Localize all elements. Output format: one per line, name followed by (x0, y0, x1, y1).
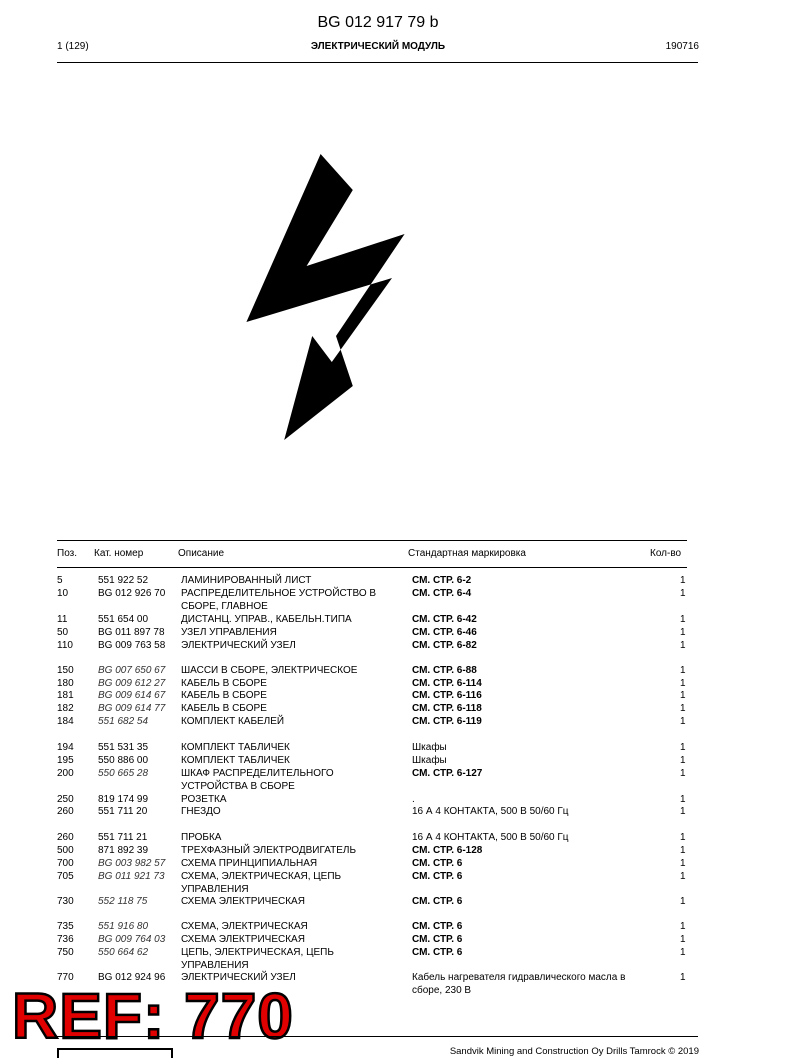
row-description: КОМПЛЕКТ ТАБЛИЧЕК (181, 742, 290, 753)
column-header-catalog: Кат. номер (94, 548, 144, 559)
row-standard-marking: 16 А 4 КОНТАКТА, 500 В 50/60 Гц (412, 832, 569, 843)
row-catalog-number: BG 009 614 67 (98, 690, 166, 701)
row-quantity: 1 (680, 678, 686, 689)
row-standard-marking: . (412, 794, 415, 805)
row-description: ШАССИ В СБОРЕ, ЭЛЕКТРИЧЕСКОЕ (181, 665, 358, 676)
page-reference: 1 (129) (57, 41, 89, 52)
row-standard-marking: Шкафы (412, 755, 447, 766)
row-position: 180 (57, 678, 74, 689)
row-position: 181 (57, 690, 74, 701)
row-catalog-number: 551 916 80 (98, 921, 149, 932)
row-quantity: 1 (680, 588, 686, 599)
row-description: ДИСТАНЦ. УПРАВ., КАБЕЛЬН.ТИПА (181, 614, 352, 625)
row-quantity: 1 (680, 845, 686, 856)
row-description: ГНЕЗДО (181, 806, 221, 817)
row-catalog-number: BG 012 924 96 (98, 972, 166, 983)
row-standard-marking: СМ. СТР. 6 (412, 921, 463, 932)
row-position: 194 (57, 742, 74, 753)
row-catalog-number: 550 664 62 (98, 947, 149, 958)
row-catalog-number: BG 012 926 70 (98, 588, 166, 599)
row-description: КАБЕЛЬ В СБОРЕ (181, 703, 267, 714)
row-position: 750 (57, 947, 74, 958)
row-standard-marking: Кабель нагревателя гидравлического масла в сборе, 230 В (412, 972, 626, 996)
row-quantity: 1 (680, 703, 686, 714)
row-description: ЦЕПЬ, ЭЛЕКТРИЧЕСКАЯ, ЦЕПЬ УПРАВЛЕНИЯ (181, 947, 334, 971)
footer-divider (57, 1036, 698, 1037)
column-header-description: Описание (178, 548, 225, 559)
row-catalog-number: 550 665 28 (98, 768, 149, 779)
row-description: СХЕМА, ЭЛЕКТРИЧЕСКАЯ, ЦЕПЬ УПРАВЛЕНИЯ (181, 871, 342, 895)
row-catalog-number: BG 003 982 57 (98, 858, 166, 869)
row-standard-marking: СМ. СТР. 6-128 (412, 845, 483, 856)
row-standard-marking: СМ. СТР. 6 (412, 934, 463, 945)
row-description: ТРЕХФАЗНЫЙ ЭЛЕКТРОДВИГАТЕЛЬ (181, 845, 357, 856)
row-catalog-number: BG 009 763 58 (98, 640, 166, 651)
row-standard-marking: 16 А 4 КОНТАКТА, 500 В 50/60 Гц (412, 806, 569, 817)
row-quantity: 1 (680, 716, 686, 727)
row-catalog-number: 551 654 00 (98, 614, 149, 625)
row-quantity: 1 (680, 614, 686, 625)
row-catalog-number: BG 007 650 67 (98, 665, 166, 676)
row-description: КАБЕЛЬ В СБОРЕ (181, 690, 267, 701)
row-standard-marking: СМ. СТР. 6-42 (412, 614, 477, 625)
row-description: КОМПЛЕКТ КАБЕЛЕЙ (181, 716, 285, 727)
row-catalog-number: 551 531 35 (98, 742, 149, 753)
document-id: BG 012 917 79 b (317, 14, 439, 31)
row-standard-marking: СМ. СТР. 6-114 (412, 678, 482, 689)
row-catalog-number: BG 011 897 78 (98, 627, 165, 638)
row-position: 5 (57, 575, 63, 586)
row-position: 260 (57, 832, 74, 843)
row-quantity: 1 (680, 871, 686, 882)
header-divider (57, 62, 698, 63)
high-voltage-lightning-icon (245, 150, 405, 445)
row-position: 182 (57, 703, 74, 714)
row-position: 260 (57, 806, 74, 817)
row-catalog-number: 550 886 00 (98, 755, 149, 766)
sandvik-logo (57, 1048, 173, 1058)
row-quantity: 1 (680, 794, 686, 805)
reference-stamp: REF: 770 (12, 980, 294, 1052)
row-standard-marking: СМ. СТР. 6-127 (412, 768, 483, 779)
row-quantity: 1 (680, 972, 686, 983)
row-standard-marking: СМ. СТР. 6-2 (412, 575, 472, 586)
row-description: СХЕМА ЭЛЕКТРИЧЕСКАЯ (181, 934, 305, 945)
row-quantity: 1 (680, 858, 686, 869)
row-quantity: 1 (680, 768, 686, 779)
row-quantity: 1 (680, 896, 686, 907)
row-position: 700 (57, 858, 74, 869)
row-description: ЭЛЕКТРИЧЕСКИЙ УЗЕЛ (181, 972, 296, 983)
row-quantity: 1 (680, 690, 686, 701)
column-header-quantity: Кол-во (650, 548, 682, 559)
row-description: ЭЛЕКТРИЧЕСКИЙ УЗЕЛ (181, 640, 296, 651)
row-catalog-number: 551 711 20 (98, 806, 148, 817)
row-position: 736 (57, 934, 74, 945)
column-header-pos: Поз. (57, 548, 77, 559)
row-position: 500 (57, 845, 74, 856)
row-quantity: 1 (680, 921, 686, 932)
row-catalog-number: BG 009 614 77 (98, 703, 166, 714)
row-standard-marking: Шкафы (412, 742, 447, 753)
row-standard-marking: СМ. СТР. 6-46 (412, 627, 477, 638)
row-position: 735 (57, 921, 74, 932)
document-code: 190716 (665, 41, 699, 52)
row-catalog-number: BG 011 921 73 (98, 871, 165, 882)
row-description: ШКАФ РАСПРЕДЕЛИТЕЛЬНОГО УСТРОЙСТВА В СБОРЕ (181, 768, 334, 792)
row-position: 200 (57, 768, 74, 779)
row-position: 11 (57, 614, 68, 625)
row-quantity: 1 (680, 934, 686, 945)
row-quantity: 1 (680, 640, 686, 651)
table-header-divider (57, 567, 687, 568)
document-title: ЭЛЕКТРИЧЕСКИЙ МОДУЛЬ (310, 41, 446, 52)
row-standard-marking: СМ. СТР. 6-82 (412, 640, 477, 651)
table-top-divider (57, 540, 687, 541)
row-position: 705 (57, 871, 74, 882)
row-description: РАСПРЕДЕЛИТЕЛЬНОЕ УСТРОЙСТВО В СБОРЕ, ГЛАВНОЕ (181, 588, 377, 612)
row-position: 195 (57, 755, 74, 766)
row-catalog-number: BG 009 764 03 (98, 934, 166, 945)
row-description: ЛАМИНИРОВАННЫЙ ЛИСТ (181, 575, 312, 586)
row-position: 10 (57, 588, 69, 599)
row-quantity: 1 (680, 806, 686, 817)
row-description: СХЕМА ЭЛЕКТРИЧЕСКАЯ (181, 896, 305, 907)
row-catalog-number: 871 892 39 (98, 845, 149, 856)
row-standard-marking: СМ. СТР. 6-119 (412, 716, 482, 727)
row-standard-marking: СМ. СТР. 6-88 (412, 665, 477, 676)
row-description: СХЕМА, ЭЛЕКТРИЧЕСКАЯ (181, 921, 308, 932)
row-quantity: 1 (680, 575, 686, 586)
row-quantity: 1 (680, 947, 686, 958)
row-position: 184 (57, 716, 74, 727)
row-standard-marking: СМ. СТР. 6-118 (412, 703, 482, 714)
row-position: 110 (57, 640, 73, 651)
row-description: РОЗЕТКА (181, 794, 227, 805)
row-catalog-number: 551 682 54 (98, 716, 149, 727)
row-quantity: 1 (680, 665, 686, 676)
row-position: 770 (57, 972, 74, 983)
row-quantity: 1 (680, 627, 686, 638)
column-header-standard: Стандартная маркировка (408, 548, 526, 559)
row-position: 150 (57, 665, 74, 676)
row-quantity: 1 (680, 742, 686, 753)
row-standard-marking: СМ. СТР. 6 (412, 896, 463, 907)
row-catalog-number: 551 922 52 (98, 575, 149, 586)
row-standard-marking: СМ. СТР. 6 (412, 858, 463, 869)
footer-copyright: Sandvik Mining and Construction Oy Drills Tamrock © 2019 (449, 1046, 699, 1057)
row-standard-marking: СМ. СТР. 6 (412, 947, 463, 958)
row-catalog-number: 819 174 99 (98, 794, 149, 805)
row-position: 250 (57, 794, 74, 805)
row-description: КОМПЛЕКТ ТАБЛИЧЕК (181, 755, 290, 766)
row-description: УЗЕЛ УПРАВЛЕНИЯ (181, 627, 277, 638)
row-catalog-number: 552 118 75 (98, 896, 148, 907)
row-description: КАБЕЛЬ В СБОРЕ (181, 678, 267, 689)
row-quantity: 1 (680, 755, 686, 766)
row-catalog-number: BG 009 612 27 (98, 678, 166, 689)
row-standard-marking: СМ. СТР. 6 (412, 871, 463, 882)
row-catalog-number: 551 711 21 (98, 832, 148, 843)
row-position: 50 (57, 627, 69, 638)
row-standard-marking: СМ. СТР. 6-116 (412, 690, 482, 701)
row-quantity: 1 (680, 832, 686, 843)
row-description: СХЕМА ПРИНЦИПИАЛЬНАЯ (181, 858, 318, 869)
row-position: 730 (57, 896, 74, 907)
row-description: ПРОБКА (181, 832, 222, 843)
row-standard-marking: СМ. СТР. 6-4 (412, 588, 472, 599)
